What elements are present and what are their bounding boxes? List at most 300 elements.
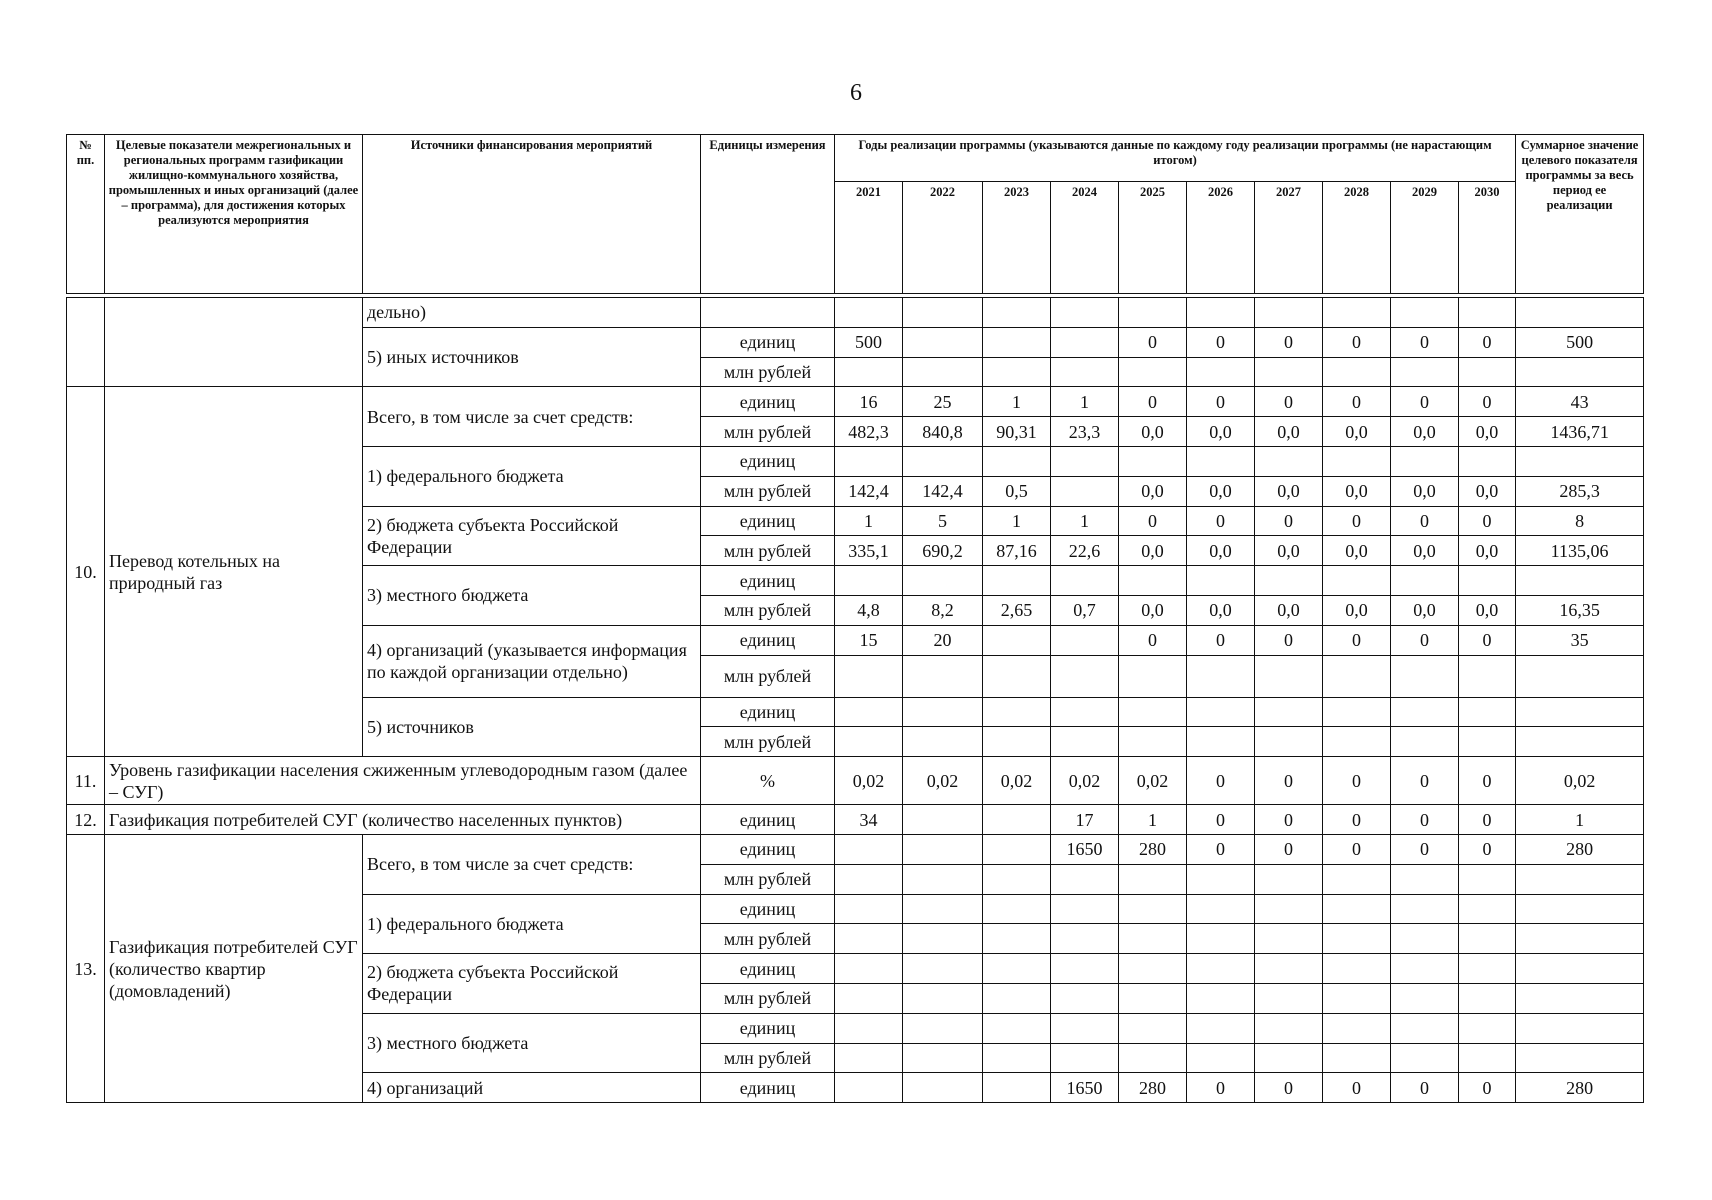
value-cell-2023 <box>983 805 1051 835</box>
value-cell-2027: 0 <box>1255 387 1323 417</box>
unit-cell: единиц <box>701 805 835 835</box>
value-cell-2021 <box>835 924 903 954</box>
value-cell-2023: 1 <box>983 387 1051 417</box>
total-cell <box>1516 298 1644 328</box>
value-cell-2021 <box>835 1013 903 1043</box>
value-cell-2026 <box>1187 697 1255 727</box>
row-number: 13. <box>67 834 105 1102</box>
unit-cell: единиц <box>701 697 835 727</box>
header-year-2024: 2024 <box>1051 182 1119 294</box>
value-cell-2021 <box>835 1073 903 1103</box>
header-indicator: Целевые показатели межрегиональных и региональных программ газификации жилищно-коммунального хозяйства, промышленных и иных организаций (далее – программа), для достижения которых реализуются мероприятия <box>105 135 363 294</box>
value-cell-2025 <box>1119 894 1187 924</box>
value-cell-2023 <box>983 924 1051 954</box>
value-cell-2029 <box>1391 894 1459 924</box>
funding-source: 3) местного бюджета <box>363 1013 701 1073</box>
value-cell-2026: 0 <box>1187 805 1255 835</box>
value-cell-2029 <box>1391 357 1459 387</box>
value-cell-2027: 0,0 <box>1255 476 1323 506</box>
value-cell-2029 <box>1391 655 1459 697</box>
value-cell-2026 <box>1187 446 1255 476</box>
value-cell-2022 <box>903 924 983 954</box>
value-cell-2027: 0,0 <box>1255 536 1323 566</box>
total-cell <box>1516 566 1644 596</box>
value-cell-2023 <box>983 298 1051 328</box>
value-cell-2029 <box>1391 983 1459 1013</box>
value-cell-2026 <box>1187 924 1255 954</box>
row-number <box>67 298 105 387</box>
value-cell-2026: 0 <box>1187 327 1255 357</box>
value-cell-2030: 0,0 <box>1459 417 1516 447</box>
value-cell-2025: 0 <box>1119 387 1187 417</box>
header-num: № пп. <box>67 135 105 294</box>
header-year-2026: 2026 <box>1187 182 1255 294</box>
unit-cell: единиц <box>701 566 835 596</box>
value-cell-2029: 0,0 <box>1391 476 1459 506</box>
funding-source: 5) источников <box>363 697 701 757</box>
indicator-text: Газификация потребителей СУГ (количество квартир (домовладений) <box>105 834 363 1102</box>
unit-cell: млн рублей <box>701 655 835 697</box>
value-cell-2026: 0,0 <box>1187 595 1255 625</box>
value-cell-2024 <box>1051 446 1119 476</box>
unit-cell: млн рублей <box>701 924 835 954</box>
total-cell <box>1516 1043 1644 1073</box>
value-cell-2025: 0,0 <box>1119 476 1187 506</box>
value-cell-2028: 0 <box>1323 506 1391 536</box>
value-cell-2021 <box>835 983 903 1013</box>
funding-source: 1) федерального бюджета <box>363 446 701 506</box>
value-cell-2022 <box>903 954 983 984</box>
value-cell-2024: 1650 <box>1051 1073 1119 1103</box>
value-cell-2025: 0 <box>1119 506 1187 536</box>
value-cell-2021: 482,3 <box>835 417 903 447</box>
value-cell-2029 <box>1391 954 1459 984</box>
indicator-text <box>105 298 363 387</box>
value-cell-2024: 0,02 <box>1051 757 1119 805</box>
value-cell-2023: 2,65 <box>983 595 1051 625</box>
value-cell-2027: 0 <box>1255 625 1323 655</box>
value-cell-2025: 280 <box>1119 834 1187 864</box>
total-cell: 35 <box>1516 625 1644 655</box>
funding-source: Всего, в том числе за счет средств: <box>363 834 701 894</box>
value-cell-2024 <box>1051 924 1119 954</box>
unit-cell: млн рублей <box>701 595 835 625</box>
value-cell-2030 <box>1459 357 1516 387</box>
value-cell-2022: 8,2 <box>903 595 983 625</box>
unit-cell: единиц <box>701 506 835 536</box>
value-cell-2027 <box>1255 446 1323 476</box>
value-cell-2025 <box>1119 727 1187 757</box>
total-cell: 280 <box>1516 834 1644 864</box>
unit-cell: единиц <box>701 954 835 984</box>
value-cell-2022 <box>903 727 983 757</box>
indicator-text: Уровень газификации населения сжиженным углеводородным газом (далее – СУГ) <box>105 757 701 805</box>
value-cell-2027: 0 <box>1255 327 1323 357</box>
value-cell-2021 <box>835 357 903 387</box>
value-cell-2027 <box>1255 727 1323 757</box>
funding-source: 5) иных источников <box>363 327 701 387</box>
value-cell-2027: 0 <box>1255 506 1323 536</box>
value-cell-2029 <box>1391 298 1459 328</box>
value-cell-2021 <box>835 834 903 864</box>
value-cell-2022 <box>903 697 983 727</box>
value-cell-2023 <box>983 327 1051 357</box>
value-cell-2028: 0,0 <box>1323 417 1391 447</box>
value-cell-2029: 0 <box>1391 757 1459 805</box>
value-cell-2022: 20 <box>903 625 983 655</box>
header-source: Источники финансирования мероприятий <box>363 135 701 294</box>
header-year-2027: 2027 <box>1255 182 1323 294</box>
value-cell-2029 <box>1391 1013 1459 1043</box>
unit-cell: млн рублей <box>701 536 835 566</box>
value-cell-2022: 840,8 <box>903 417 983 447</box>
value-cell-2027 <box>1255 954 1323 984</box>
page-number: 6 <box>850 80 862 106</box>
value-cell-2023: 87,16 <box>983 536 1051 566</box>
unit-cell <box>701 298 835 328</box>
unit-cell: млн рублей <box>701 476 835 506</box>
value-cell-2028 <box>1323 1043 1391 1073</box>
indicator-table-container <box>66 134 1641 1103</box>
value-cell-2028: 0,0 <box>1323 476 1391 506</box>
value-cell-2027 <box>1255 1043 1323 1073</box>
value-cell-2029: 0 <box>1391 834 1459 864</box>
value-cell-2029 <box>1391 864 1459 894</box>
value-cell-2028 <box>1323 954 1391 984</box>
value-cell-2025 <box>1119 655 1187 697</box>
value-cell-2028 <box>1323 864 1391 894</box>
value-cell-2030: 0 <box>1459 327 1516 357</box>
value-cell-2025 <box>1119 446 1187 476</box>
value-cell-2023 <box>983 357 1051 387</box>
value-cell-2030: 0 <box>1459 805 1516 835</box>
value-cell-2028: 0 <box>1323 625 1391 655</box>
value-cell-2021: 142,4 <box>835 476 903 506</box>
value-cell-2029: 0,0 <box>1391 417 1459 447</box>
value-cell-2023 <box>983 697 1051 727</box>
value-cell-2028 <box>1323 894 1391 924</box>
header-year-2025: 2025 <box>1119 182 1187 294</box>
value-cell-2027 <box>1255 864 1323 894</box>
value-cell-2022: 0,02 <box>903 757 983 805</box>
value-cell-2030 <box>1459 864 1516 894</box>
total-cell <box>1516 697 1644 727</box>
value-cell-2029: 0 <box>1391 327 1459 357</box>
value-cell-2028: 0 <box>1323 1073 1391 1103</box>
value-cell-2030 <box>1459 655 1516 697</box>
value-cell-2021 <box>835 446 903 476</box>
value-cell-2023 <box>983 446 1051 476</box>
total-cell: 1436,71 <box>1516 417 1644 447</box>
value-cell-2024: 17 <box>1051 805 1119 835</box>
value-cell-2025: 0,02 <box>1119 757 1187 805</box>
value-cell-2024: 22,6 <box>1051 536 1119 566</box>
value-cell-2026: 0 <box>1187 1073 1255 1103</box>
value-cell-2027 <box>1255 894 1323 924</box>
unit-cell: % <box>701 757 835 805</box>
value-cell-2029 <box>1391 727 1459 757</box>
total-cell: 1135,06 <box>1516 536 1644 566</box>
value-cell-2030: 0,0 <box>1459 536 1516 566</box>
value-cell-2024 <box>1051 357 1119 387</box>
value-cell-2030 <box>1459 566 1516 596</box>
value-cell-2023 <box>983 727 1051 757</box>
value-cell-2023 <box>983 983 1051 1013</box>
unit-cell: единиц <box>701 446 835 476</box>
unit-cell: млн рублей <box>701 727 835 757</box>
unit-cell: единиц <box>701 1013 835 1043</box>
value-cell-2028: 0 <box>1323 757 1391 805</box>
value-cell-2025: 0,0 <box>1119 417 1187 447</box>
total-cell: 16,35 <box>1516 595 1644 625</box>
value-cell-2026 <box>1187 983 1255 1013</box>
value-cell-2029: 0 <box>1391 625 1459 655</box>
value-cell-2021 <box>835 655 903 697</box>
value-cell-2029 <box>1391 924 1459 954</box>
value-cell-2024 <box>1051 954 1119 984</box>
value-cell-2028: 0,0 <box>1323 536 1391 566</box>
funding-source: дельно) <box>363 298 701 328</box>
value-cell-2024: 0,7 <box>1051 595 1119 625</box>
value-cell-2025: 0,0 <box>1119 595 1187 625</box>
row-number: 11. <box>67 757 105 805</box>
value-cell-2022 <box>903 566 983 596</box>
row-number: 12. <box>67 805 105 835</box>
value-cell-2022 <box>903 834 983 864</box>
value-cell-2023 <box>983 1043 1051 1073</box>
value-cell-2023 <box>983 864 1051 894</box>
value-cell-2027: 0 <box>1255 1073 1323 1103</box>
value-cell-2023 <box>983 954 1051 984</box>
table-header <box>67 135 1644 298</box>
unit-cell: млн рублей <box>701 983 835 1013</box>
value-cell-2024 <box>1051 697 1119 727</box>
value-cell-2029: 0 <box>1391 387 1459 417</box>
value-cell-2030: 0 <box>1459 834 1516 864</box>
value-cell-2022: 25 <box>903 387 983 417</box>
value-cell-2029 <box>1391 446 1459 476</box>
value-cell-2023 <box>983 1013 1051 1043</box>
value-cell-2026 <box>1187 727 1255 757</box>
value-cell-2025 <box>1119 954 1187 984</box>
value-cell-2021: 34 <box>835 805 903 835</box>
value-cell-2024 <box>1051 894 1119 924</box>
header-year-2023: 2023 <box>983 182 1051 294</box>
funding-source: 2) бюджета субъекта Российской Федерации <box>363 954 701 1014</box>
value-cell-2030: 0 <box>1459 625 1516 655</box>
unit-cell: единиц <box>701 894 835 924</box>
value-cell-2028 <box>1323 983 1391 1013</box>
total-cell <box>1516 864 1644 894</box>
value-cell-2024: 23,3 <box>1051 417 1119 447</box>
value-cell-2021: 15 <box>835 625 903 655</box>
value-cell-2024 <box>1051 327 1119 357</box>
unit-cell: млн рублей <box>701 1043 835 1073</box>
value-cell-2021 <box>835 697 903 727</box>
value-cell-2027: 0 <box>1255 805 1323 835</box>
value-cell-2022: 5 <box>903 506 983 536</box>
value-cell-2021: 1 <box>835 506 903 536</box>
value-cell-2023 <box>983 894 1051 924</box>
value-cell-2027 <box>1255 697 1323 727</box>
total-cell <box>1516 954 1644 984</box>
funding-source: 1) федерального бюджета <box>363 894 701 954</box>
value-cell-2023 <box>983 1073 1051 1103</box>
value-cell-2025 <box>1119 924 1187 954</box>
value-cell-2022 <box>903 655 983 697</box>
value-cell-2024 <box>1051 864 1119 894</box>
value-cell-2024 <box>1051 983 1119 1013</box>
value-cell-2030: 0,0 <box>1459 476 1516 506</box>
header-year-2028: 2028 <box>1323 182 1391 294</box>
total-cell <box>1516 655 1644 697</box>
header-year-2029: 2029 <box>1391 182 1459 294</box>
value-cell-2025 <box>1119 357 1187 387</box>
value-cell-2023 <box>983 625 1051 655</box>
value-cell-2024 <box>1051 1013 1119 1043</box>
value-cell-2021: 500 <box>835 327 903 357</box>
value-cell-2029: 0,0 <box>1391 536 1459 566</box>
value-cell-2026: 0 <box>1187 387 1255 417</box>
value-cell-2022 <box>903 1043 983 1073</box>
value-cell-2026 <box>1187 298 1255 328</box>
value-cell-2021: 335,1 <box>835 536 903 566</box>
value-cell-2027: 0 <box>1255 834 1323 864</box>
value-cell-2021: 16 <box>835 387 903 417</box>
value-cell-2026 <box>1187 894 1255 924</box>
value-cell-2021 <box>835 298 903 328</box>
table-row <box>67 834 1644 864</box>
table-body <box>67 298 1644 1103</box>
value-cell-2023: 1 <box>983 506 1051 536</box>
total-cell <box>1516 894 1644 924</box>
value-cell-2025 <box>1119 983 1187 1013</box>
value-cell-2025 <box>1119 1043 1187 1073</box>
value-cell-2026 <box>1187 655 1255 697</box>
value-cell-2022 <box>903 327 983 357</box>
funding-source: 4) организаций (указывается информация по каждой организации отдельно) <box>363 625 701 697</box>
value-cell-2027 <box>1255 298 1323 328</box>
funding-source: 3) местного бюджета <box>363 566 701 626</box>
value-cell-2028: 0 <box>1323 834 1391 864</box>
value-cell-2027 <box>1255 924 1323 954</box>
header-year-2022: 2022 <box>903 182 983 294</box>
indicator-text: Перевод котельных на природный газ <box>105 387 363 757</box>
value-cell-2026 <box>1187 864 1255 894</box>
value-cell-2025 <box>1119 864 1187 894</box>
indicator-table <box>66 134 1644 1103</box>
total-cell: 500 <box>1516 327 1644 357</box>
value-cell-2030: 0,0 <box>1459 595 1516 625</box>
value-cell-2023: 90,31 <box>983 417 1051 447</box>
value-cell-2026: 0 <box>1187 834 1255 864</box>
value-cell-2026: 0 <box>1187 757 1255 805</box>
value-cell-2024 <box>1051 727 1119 757</box>
value-cell-2026 <box>1187 357 1255 387</box>
value-cell-2028 <box>1323 727 1391 757</box>
unit-cell: млн рублей <box>701 417 835 447</box>
value-cell-2022 <box>903 864 983 894</box>
value-cell-2023: 0,02 <box>983 757 1051 805</box>
value-cell-2025 <box>1119 298 1187 328</box>
value-cell-2022 <box>903 894 983 924</box>
value-cell-2028 <box>1323 924 1391 954</box>
value-cell-2030: 0 <box>1459 506 1516 536</box>
value-cell-2030 <box>1459 983 1516 1013</box>
value-cell-2022 <box>903 805 983 835</box>
value-cell-2023 <box>983 655 1051 697</box>
unit-cell: млн рублей <box>701 357 835 387</box>
value-cell-2026 <box>1187 954 1255 984</box>
value-cell-2028 <box>1323 655 1391 697</box>
value-cell-2029: 0 <box>1391 1073 1459 1103</box>
table-row <box>67 757 1644 805</box>
value-cell-2021 <box>835 566 903 596</box>
total-cell <box>1516 983 1644 1013</box>
value-cell-2025: 0,0 <box>1119 536 1187 566</box>
value-cell-2030 <box>1459 298 1516 328</box>
total-cell <box>1516 446 1644 476</box>
unit-cell: единиц <box>701 625 835 655</box>
value-cell-2028 <box>1323 1013 1391 1043</box>
value-cell-2027: 0,0 <box>1255 417 1323 447</box>
value-cell-2029: 0 <box>1391 506 1459 536</box>
value-cell-2027 <box>1255 357 1323 387</box>
value-cell-2027 <box>1255 1013 1323 1043</box>
value-cell-2026: 0 <box>1187 506 1255 536</box>
value-cell-2022 <box>903 446 983 476</box>
value-cell-2028 <box>1323 357 1391 387</box>
value-cell-2030: 0 <box>1459 387 1516 417</box>
value-cell-2026: 0 <box>1187 625 1255 655</box>
header-unit: Единицы измерения <box>701 135 835 294</box>
total-cell: 1 <box>1516 805 1644 835</box>
value-cell-2027 <box>1255 566 1323 596</box>
value-cell-2024: 1 <box>1051 387 1119 417</box>
value-cell-2022 <box>903 1073 983 1103</box>
value-cell-2023 <box>983 834 1051 864</box>
table-row <box>67 298 1644 328</box>
unit-cell: единиц <box>701 387 835 417</box>
value-cell-2030 <box>1459 1043 1516 1073</box>
value-cell-2024 <box>1051 476 1119 506</box>
value-cell-2027: 0 <box>1255 757 1323 805</box>
value-cell-2023: 0,5 <box>983 476 1051 506</box>
value-cell-2030 <box>1459 924 1516 954</box>
value-cell-2025 <box>1119 697 1187 727</box>
total-cell: 43 <box>1516 387 1644 417</box>
value-cell-2024 <box>1051 298 1119 328</box>
value-cell-2021 <box>835 894 903 924</box>
value-cell-2021: 0,02 <box>835 757 903 805</box>
value-cell-2024: 1650 <box>1051 834 1119 864</box>
total-cell: 8 <box>1516 506 1644 536</box>
value-cell-2024 <box>1051 566 1119 596</box>
value-cell-2024: 1 <box>1051 506 1119 536</box>
value-cell-2028 <box>1323 298 1391 328</box>
value-cell-2028: 0 <box>1323 327 1391 357</box>
value-cell-2025 <box>1119 566 1187 596</box>
indicator-text: Газификация потребителей СУГ (количество населенных пунктов) <box>105 805 701 835</box>
header-year-2021: 2021 <box>835 182 903 294</box>
value-cell-2023 <box>983 566 1051 596</box>
value-cell-2030 <box>1459 697 1516 727</box>
value-cell-2029 <box>1391 697 1459 727</box>
value-cell-2022 <box>903 983 983 1013</box>
total-cell <box>1516 1013 1644 1043</box>
value-cell-2030 <box>1459 446 1516 476</box>
value-cell-2024 <box>1051 655 1119 697</box>
